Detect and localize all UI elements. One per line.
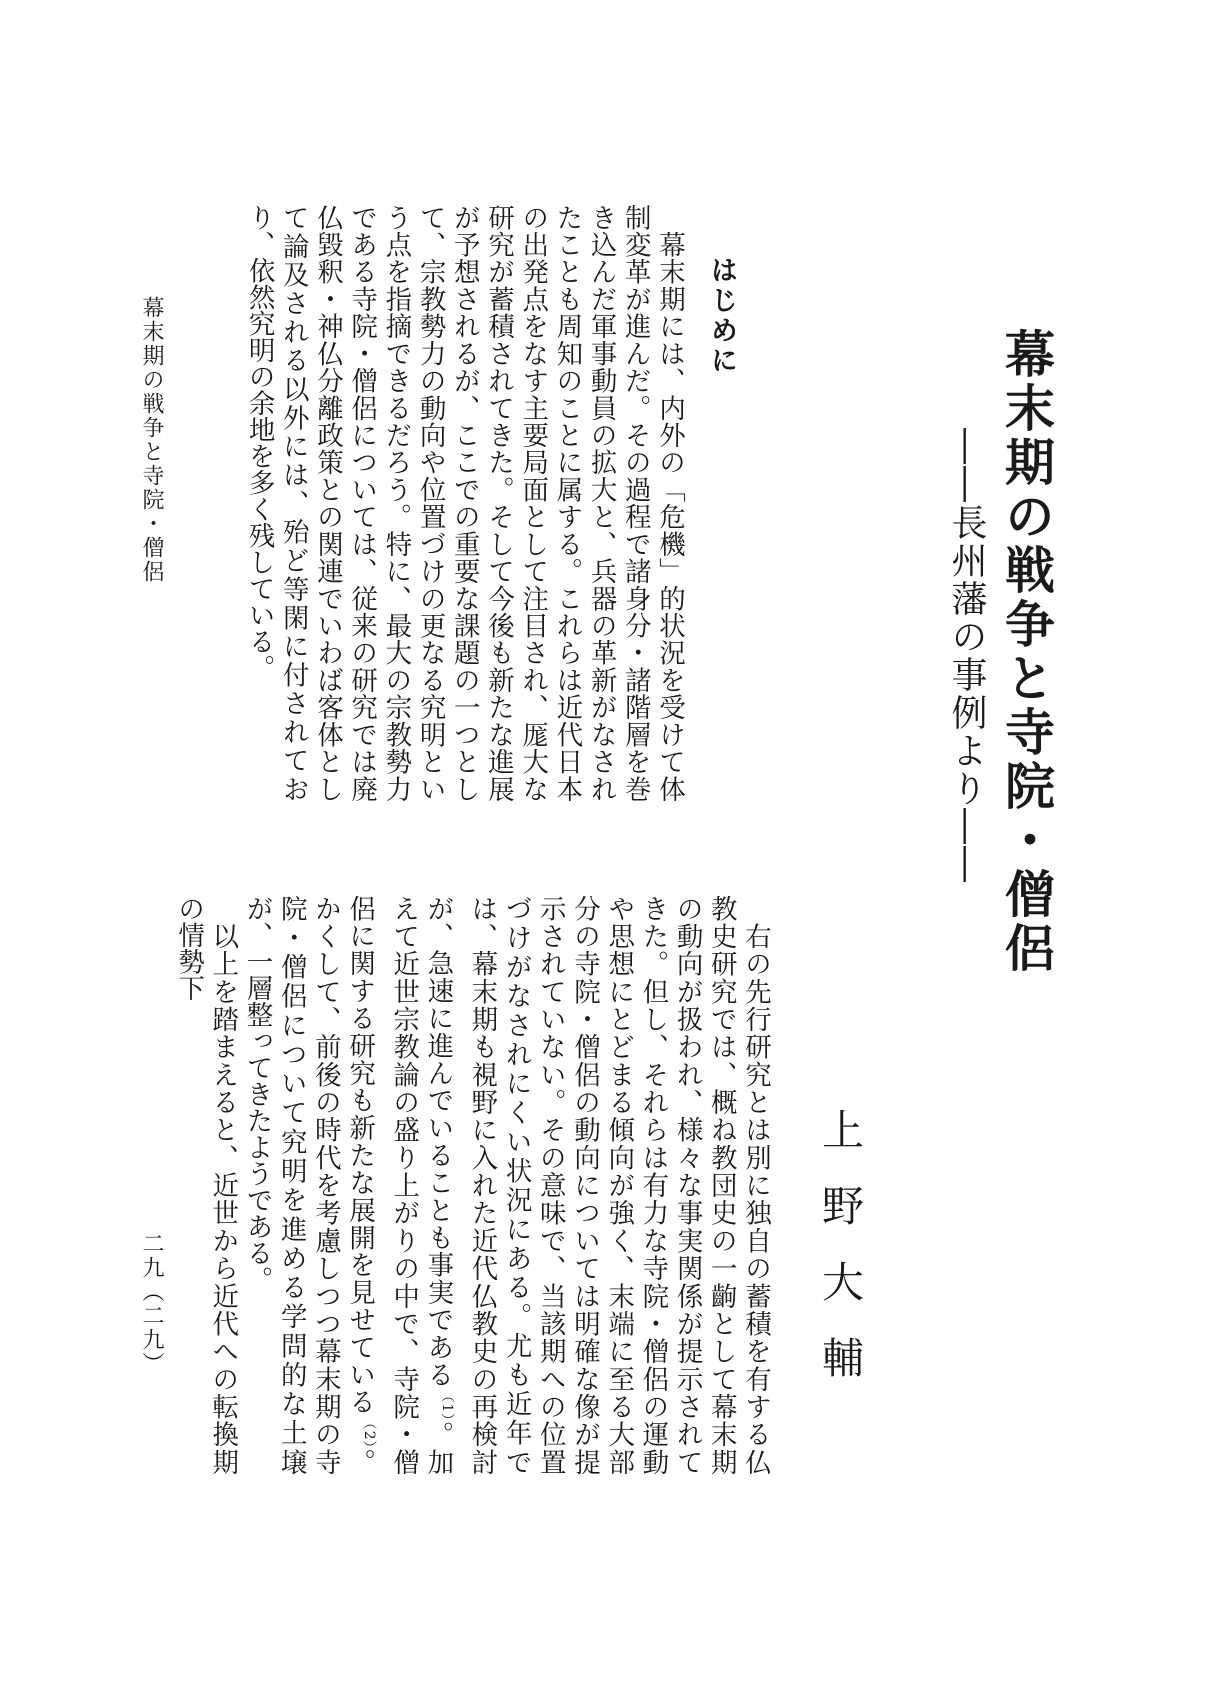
article-subtitle: ――長州藩の事例より―― — [946, 428, 987, 884]
body-column-upper — [206, 204, 686, 802]
body-paragraph — [239, 895, 772, 1475]
article-title: 幕末期の戦争と寺院・僧侶 — [997, 328, 1056, 976]
body-paragraph: 幕末期には、内外の「危機」的状況を受けて体制変革が進んだ。その過程で諸身分・諸階層を巻き込んだ軍事動員の拡大と、兵器の革新がなされたことも周知のことに属する。これらは近代日本の出発点をなす主要局面として注目され、厖大な研究が蓄積されてきた。そして今後も新たな進展が予想されるが、ここでの重要な課題の一つとして、宗教勢力の動向や位置づけの更なる究明という点を指摘できるだろう。特に、最大の宗教勢力である寺院・僧侶については、従来の研究では廃仏毀釈・神仏分離政策との関連でいわば客体として論及される以外には、殆ど等閑に付されており、依然究明の余地を多く残している。 — [243, 204, 685, 803]
section-heading: はじめに — [706, 256, 737, 376]
author-name: 上野大輔 — [816, 1108, 865, 1412]
body-text: 。かくして、前後の時代を考慮しつつ幕末期の寺院・僧侶について究明を進める学問的な土壌が、一層整ってきたようである。 — [241, 895, 376, 1475]
body-text: 。加えて近世宗教論の盛り上がりの中で、寺院・僧侶に関する研究も新たな展開を見せている — [344, 895, 454, 1476]
body-text: 右の先行研究とは別に独自の蓄積を有する仏教史研究では、概ね教団史の一齣として幕末期の動向が扱われ、様々な事実関係が提示されてきた。但し、それらは有力な寺院・僧侶の運動や思想にとどまる傾向が強く、末端に至る大部分の寺院・僧侶の動向については明確な像が提示されていない。その意味で、当該期への位置づけがなされにくい状況にある。尤も近年では、幕末期も視野に入れた近代仏教史の再検討が、急速に進んでいることも事実である — [422, 895, 771, 1475]
running-title: 幕末期の戦争と寺院・僧侶 — [139, 296, 164, 584]
footnote-marker[interactable]: （2） — [360, 1415, 377, 1449]
page-number: 二九（二九） — [139, 1232, 164, 1376]
body-paragraph: 以上を踏まえると、近世から近代への転換期の情勢下 — [173, 895, 239, 1475]
footnote-marker[interactable]: （1） — [439, 1388, 456, 1422]
body-column-lower — [173, 895, 772, 1476]
